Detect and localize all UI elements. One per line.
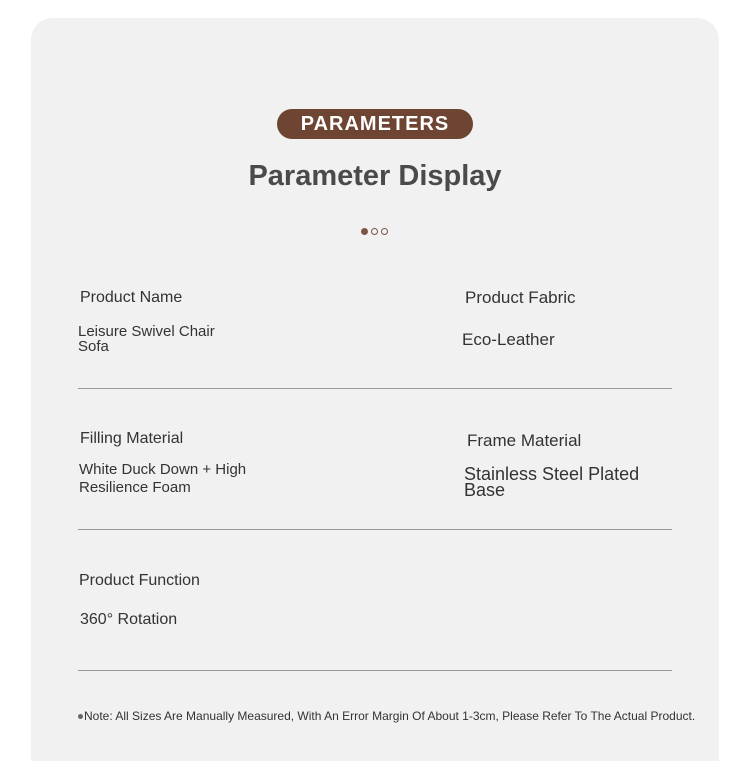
product-function-value: 360° Rotation <box>80 611 178 628</box>
pagination-dot-1[interactable] <box>361 228 368 235</box>
divider-2 <box>78 529 672 530</box>
frame-material-value: Stainless Steel Plated Base <box>464 464 640 500</box>
product-fabric-value: Eco-Leather <box>462 330 555 349</box>
frame-material-label: Frame Material <box>467 431 582 450</box>
pagination-dots <box>361 228 388 235</box>
product-name-label: Product Name <box>80 289 183 306</box>
pagination-dot-2[interactable] <box>371 228 378 235</box>
pagination-dot-3[interactable] <box>381 228 388 235</box>
divider-1 <box>78 388 672 389</box>
filling-material-label: Filling Material <box>80 430 184 447</box>
page-title: Parameter Display <box>248 160 502 192</box>
product-fabric-label: Product Fabric <box>465 288 576 307</box>
product-name-value: Leisure Swivel Chair Sofa <box>78 323 215 355</box>
filling-material-value: White Duck Down + High Resilience Foam <box>79 461 247 496</box>
bullet-icon <box>78 714 83 719</box>
measurement-note <box>78 709 695 723</box>
product-function-label: Product Function <box>79 572 200 589</box>
parameters-badge: PARAMETERS <box>277 109 473 139</box>
measurement-note-text: Note: All Sizes Are Manually Measured, With An Error Margin Of About 1-3cm, Please Refer To The Actual Product. <box>84 709 696 723</box>
divider-3 <box>78 670 672 671</box>
